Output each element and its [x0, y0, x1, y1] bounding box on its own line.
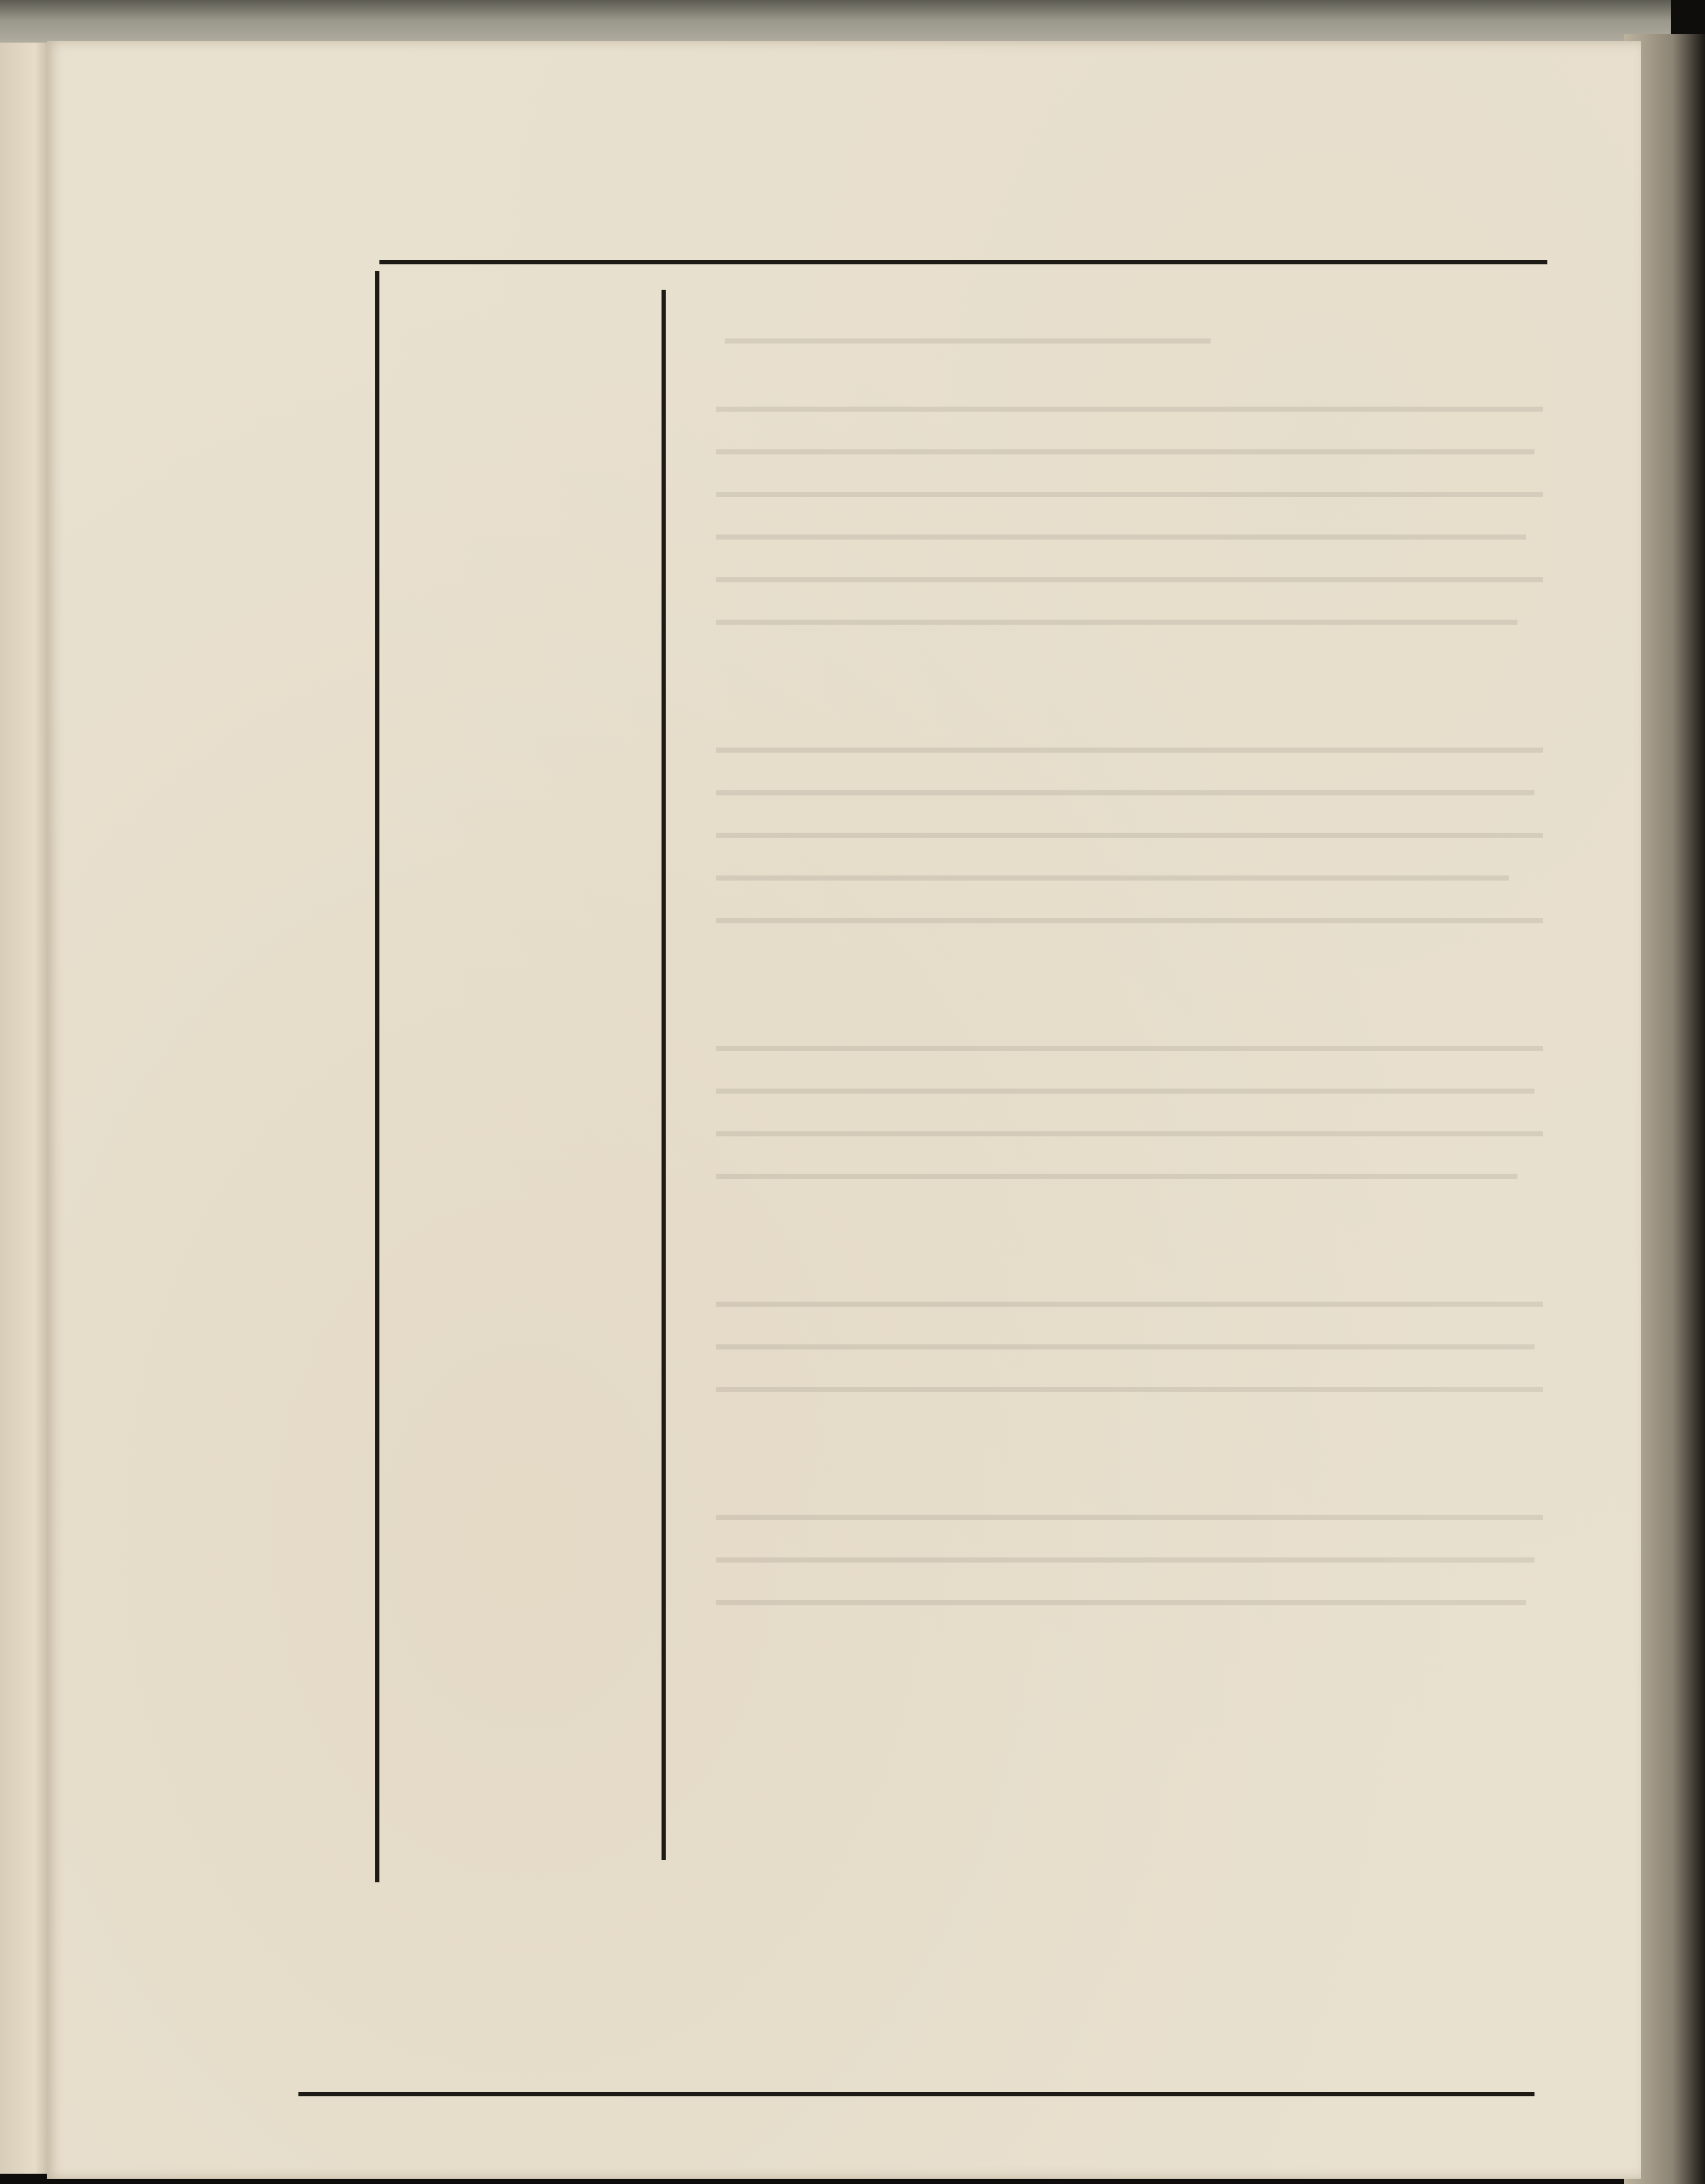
bottom-rule [298, 2092, 1534, 2096]
column-rule-left [375, 271, 379, 1882]
title-rule [379, 260, 1547, 264]
ornamental-border-left [223, 136, 321, 2106]
left-page-leaf [0, 43, 49, 2174]
column-rule-right [662, 290, 666, 1860]
ornamental-border-top [226, 61, 1547, 155]
page-title [367, 152, 1458, 254]
